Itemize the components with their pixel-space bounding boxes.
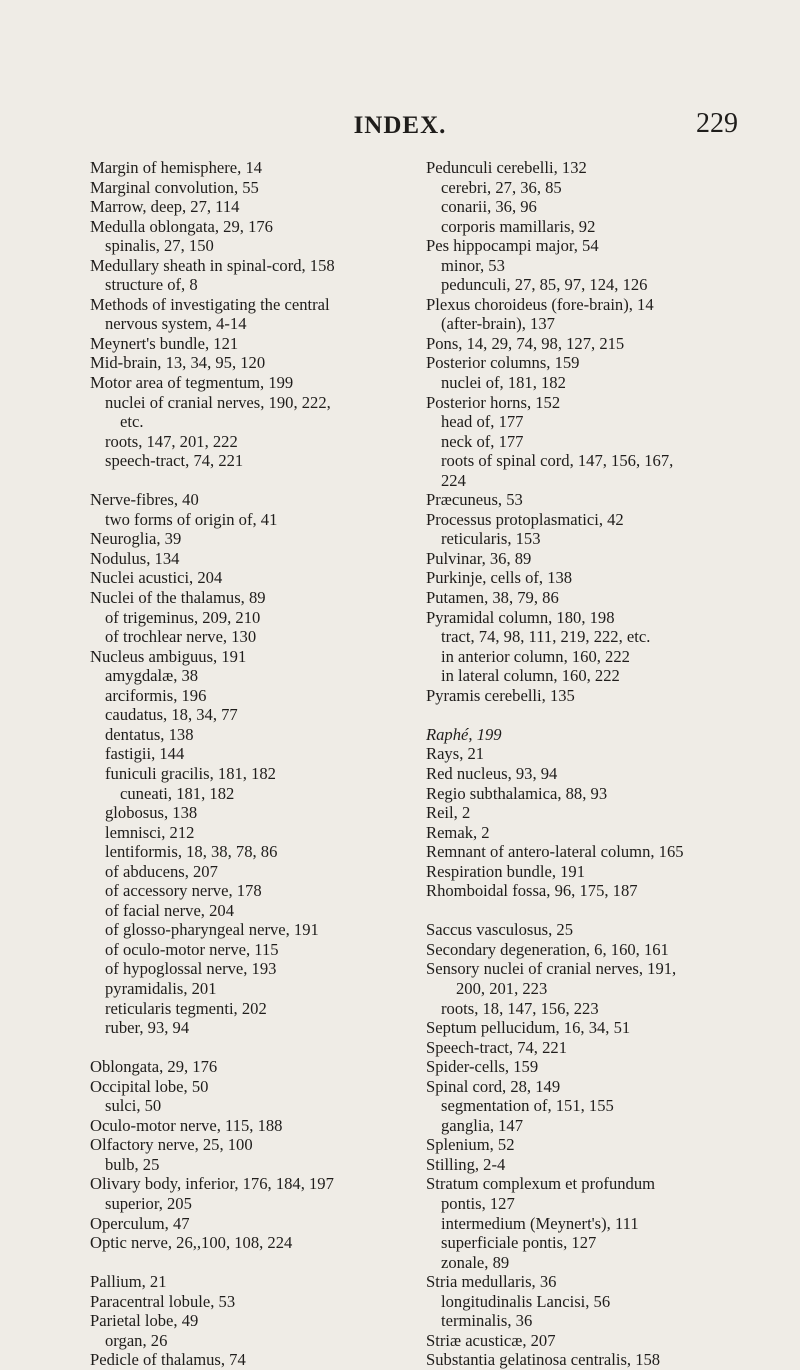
- section-gap: [426, 705, 738, 725]
- index-subentry: pontis, 127: [441, 1193, 515, 1213]
- index-entry: Rhomboidal fossa, 96, 175, 187: [426, 881, 638, 901]
- index-entry: Remak, 2: [426, 822, 490, 842]
- index-subentry: etc.: [120, 412, 144, 432]
- index-subentry: of abducens, 207: [105, 861, 218, 881]
- index-entry: Oculo-motor nerve, 115, 188: [90, 1115, 283, 1135]
- index-entry: Stilling, 2-4: [426, 1154, 506, 1174]
- index-subentry: funiculi gracilis, 181, 182: [105, 763, 276, 783]
- index-entry: Posterior columns, 159: [426, 353, 580, 373]
- index-subentry: roots, 18, 147, 156, 223: [441, 998, 599, 1018]
- index-subentry: 224: [441, 470, 466, 490]
- index-entry: Olivary body, inferior, 176, 184, 197: [90, 1174, 334, 1194]
- index-entry: Pedunculi cerebelli, 132: [426, 158, 587, 177]
- index-subentry: dentatus, 138: [105, 724, 194, 744]
- index-subentry: in lateral column, 160, 222: [441, 666, 620, 686]
- index-subentry: segmentation of, 151, 155: [441, 1096, 614, 1116]
- index-subentry: structure of, 8: [105, 275, 198, 295]
- index-entry: Regio subthalamica, 88, 93: [426, 783, 608, 803]
- index-subentry: corporis mamillaris, 92: [441, 216, 596, 236]
- index-entry: Nerve-fibres, 40: [90, 490, 199, 510]
- index-subentry: head of, 177: [441, 412, 524, 432]
- index-entry: Marrow, deep, 27, 114: [90, 197, 240, 217]
- index-subentry: of accessory nerve, 178: [105, 881, 262, 901]
- index-entry: Plexus choroideus (fore-brain), 14: [426, 294, 654, 314]
- index-subentry: longitudinalis Lancisi, 56: [441, 1291, 611, 1311]
- index-entry: Margin of hemisphere, 14: [90, 158, 263, 177]
- index-entry: Raphé, 199: [426, 724, 502, 744]
- index-entry: Medulla oblongata, 29, 176: [90, 216, 273, 236]
- index-column-right: [426, 158, 738, 1370]
- index-entry: Pes hippocampi major, 54: [426, 236, 599, 256]
- index-entry: Mid-brain, 13, 34, 95, 120: [90, 353, 266, 373]
- index-entry: Nucleus ambiguus, 191: [90, 646, 247, 666]
- index-entry: Saccus vasculosus, 25: [426, 920, 574, 940]
- index-entry: Secondary degeneration, 6, 160, 161: [426, 939, 669, 959]
- index-entry: Pyramidal column, 180, 198: [426, 607, 615, 627]
- index-subentry: globosus, 138: [105, 803, 198, 823]
- index-subentry: pyramidalis, 201: [105, 978, 217, 998]
- running-head: INDEX.: [353, 112, 447, 139]
- index-entry: Putamen, 38, 79, 86: [426, 588, 559, 608]
- index-entry: Reil, 2: [426, 803, 471, 823]
- index-entry: Remnant of antero-lateral column, 165: [426, 842, 684, 862]
- index-entry: Meynert's bundle, 121: [90, 333, 239, 353]
- index-subentry: in anterior column, 160, 222: [441, 646, 630, 666]
- index-entry: Neuroglia, 39: [90, 529, 182, 549]
- index-subentry: of oculo-motor nerve, 115: [105, 939, 279, 959]
- section-gap: [90, 471, 418, 491]
- index-entry: Spinal cord, 28, 149: [426, 1076, 561, 1096]
- index-subentry: arciformis, 196: [105, 685, 207, 705]
- index-entry: Stria medullaris, 36: [426, 1272, 557, 1292]
- page-number: 229: [696, 108, 738, 139]
- index-subentry: reticularis, 153: [441, 529, 541, 549]
- section-gap: [426, 901, 738, 921]
- index-entry: Occipital lobe, 50: [90, 1076, 209, 1096]
- index-entry: Medullary sheath in spinal-cord, 158: [90, 255, 335, 275]
- index-subentry: speech-tract, 74, 221: [105, 451, 244, 471]
- index-subentry: terminalis, 36: [441, 1311, 533, 1331]
- index-subentry: tract, 74, 98, 111, 219, 222, etc.: [441, 627, 651, 647]
- index-entry: Pulvinar, 36, 89: [426, 548, 532, 568]
- index-entry: Præcuneus, 53: [426, 490, 523, 510]
- index-subentry: amygdalæ, 38: [105, 666, 199, 686]
- index-entry: Stratum complexum et profundum: [426, 1174, 656, 1194]
- index-entry: Marginal convolution, 55: [90, 177, 259, 197]
- index-entry: Red nucleus, 93, 94: [426, 763, 558, 783]
- index-entry: Nuclei acustici, 204: [90, 568, 223, 588]
- index-subentry: fastigii, 144: [105, 744, 185, 764]
- index-entry: Processus protoplasmatici, 42: [426, 509, 624, 529]
- index-subentry: 200, 201, 223: [456, 978, 548, 998]
- index-subentry: spinalis, 27, 150: [105, 236, 214, 256]
- index-subentry: superficiale pontis, 127: [441, 1233, 597, 1253]
- index-subentry: of glosso-pharyngeal nerve, 191: [105, 920, 319, 940]
- index-entry: Spider-cells, 159: [426, 1057, 539, 1077]
- index-subentry: roots, 147, 201, 222: [105, 431, 238, 451]
- index-subentry: cuneati, 181, 182: [120, 783, 235, 803]
- index-entry: Posterior horns, 152: [426, 392, 561, 412]
- index-subentry: caudatus, 18, 34, 77: [105, 705, 238, 725]
- index-entry: Substantia gelatinosa centralis, 158: [426, 1350, 661, 1370]
- index-subentry: sulci, 50: [105, 1096, 162, 1116]
- index-subentry: of trochlear nerve, 130: [105, 627, 257, 647]
- index-entry: Splenium, 52: [426, 1135, 515, 1155]
- index-subentry: reticularis tegmenti, 202: [105, 998, 267, 1018]
- index-subentry: superior, 205: [105, 1193, 192, 1213]
- index-subentry: ganglia, 147: [441, 1115, 524, 1135]
- index-subentry: bulb, 25: [105, 1154, 160, 1174]
- index-entry: Methods of investigating the central: [90, 294, 330, 314]
- index-subentry: of facial nerve, 204: [105, 900, 234, 920]
- page-header: [0, 108, 800, 142]
- index-entry: Nuclei of the thalamus, 89: [90, 588, 266, 608]
- index-subentry: two forms of origin of, 41: [105, 509, 278, 529]
- index-entry: Nodulus, 134: [90, 548, 180, 568]
- index-entry: Speech-tract, 74, 221: [426, 1037, 567, 1057]
- index-entry: Pedicle of thalamus, 74: [90, 1350, 246, 1370]
- index-subentry: (after-brain), 137: [441, 314, 555, 334]
- index-subentry: of trigeminus, 209, 210: [105, 607, 261, 627]
- index-entry: Septum pellucidum, 16, 34, 51: [426, 1018, 631, 1038]
- index-subentry: organ, 26: [105, 1330, 168, 1350]
- index-entry: Oblongata, 29, 176: [90, 1057, 218, 1077]
- index-subentry: of hypoglossal nerve, 193: [105, 959, 277, 979]
- index-entry: Parietal lobe, 49: [90, 1311, 199, 1331]
- section-gap: [90, 1038, 418, 1058]
- index-entry: Pyramis cerebelli, 135: [426, 685, 575, 705]
- index-subentry: neck of, 177: [441, 431, 524, 451]
- index-entry: Sensory nuclei of cranial nerves, 191,: [426, 959, 677, 979]
- index-subentry: zonale, 89: [441, 1252, 510, 1272]
- index-subentry: cerebri, 27, 36, 85: [441, 177, 562, 197]
- index-subentry: ruber, 93, 94: [105, 1018, 190, 1038]
- index-subentry: roots of spinal cord, 147, 156, 167,: [441, 451, 674, 471]
- section-gap: [90, 1253, 418, 1273]
- index-entry: Striæ acusticæ, 207: [426, 1330, 556, 1350]
- index-subentry: pedunculi, 27, 85, 97, 124, 126: [441, 275, 648, 295]
- index-column-left: [90, 158, 418, 1370]
- index-subentry: nervous system, 4-14: [105, 314, 247, 334]
- index-entry: Optic nerve, 26,,100, 108, 224: [90, 1233, 293, 1253]
- index-subentry: lemnisci, 212: [105, 822, 195, 842]
- index-subentry: conarii, 36, 96: [441, 197, 537, 217]
- index-entry: Olfactory nerve, 25, 100: [90, 1135, 253, 1155]
- index-subentry: minor, 53: [441, 255, 505, 275]
- index-entry: Paracentral lobule, 53: [90, 1291, 236, 1311]
- index-entry: Rays, 21: [426, 744, 485, 764]
- index-subentry: intermedium (Meynert's), 111: [441, 1213, 639, 1233]
- index-entry: Pallium, 21: [90, 1272, 167, 1292]
- index-subentry: lentiformis, 18, 38, 78, 86: [105, 842, 278, 862]
- index-entry: Motor area of tegmentum, 199: [90, 373, 294, 393]
- index-subentry: nuclei of cranial nerves, 190, 222,: [105, 392, 331, 412]
- index-entry: Purkinje, cells of, 138: [426, 568, 573, 588]
- index-entry: Respiration bundle, 191: [426, 861, 586, 881]
- index-entry: Pons, 14, 29, 74, 98, 127, 215: [426, 333, 625, 353]
- index-entry: Operculum, 47: [90, 1213, 190, 1233]
- index-subentry: nuclei of, 181, 182: [441, 373, 566, 393]
